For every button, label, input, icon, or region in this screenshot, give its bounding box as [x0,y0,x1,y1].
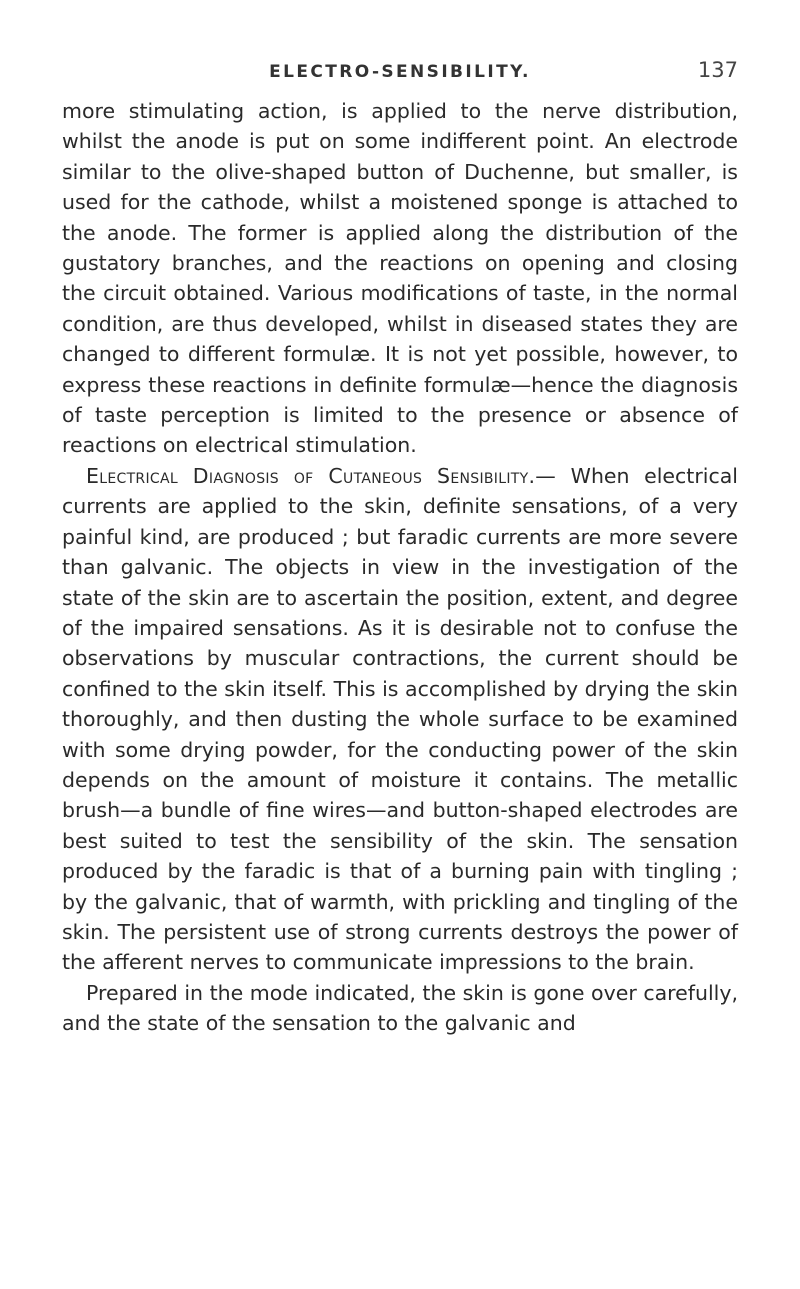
paragraph-text: When electrical currents are applied to the skin, definite sensations, of a very painful kind, are produced ; but faradic currents are more severe than galvanic. The objects in view in the investigation of the state of the skin are to ascertain the position, extent, and degree of the impaired sensations. As it is desirable not to confuse the observations by muscular contractions, the current should be confined to the skin itself. This is accomplished by drying the skin thoroughly, and then dusting the whole surface to be examined with some drying powder, for the conducting power of the skin depends on the amount of moisture it contains. The metallic brush—a bundle of fine wires—and button-shaped electrodes are best suited to test the sensibility of the skin. The sensation produced by the faradic is that of a burning pain with tingling ; by the galvanic, that of warmth, with prickling and tingling of the skin. The persistent use of strong currents destroys the power of the afferent nerves to communicate impressions to the brain. [62,463,738,975]
paragraph [62,96,738,461]
paragraph-text: more stimulating action, is applied to the nerve distribution, whilst the anode is put on some indifferent point. An electrode similar to the olive-shaped button of Duchenne, but smaller, is used for the cathode, whilst a moistened sponge is attached to the anode. The former is applied along the distribution of the gustatory branches, and the reactions on opening and closing the circuit obtained. Various modifications of taste, in the normal condition, are thus developed, whilst in diseased states they are changed to different formulæ. It is not yet possible, however, to express these reactions in definite formulæ—hence the diagnosis of taste perception is limited to the presence or absence of reactions on electrical stimulation. [62,99,738,458]
book-page [62,58,738,1039]
page-number: 137 [697,58,738,82]
section-heading: Electrical Diagnosis of Cutaneous Sensibility.— [86,463,557,488]
page-header [62,58,738,92]
paragraph-text: Prepared in the mode indicated, the skin is gone over carefully, and the state of the sensation to the galvanic and [62,980,738,1036]
paragraph [62,461,738,978]
paragraph [62,978,738,1039]
running-head: ELECTRO-SENSIBILITY. [269,62,531,82]
body-text [62,96,738,1039]
